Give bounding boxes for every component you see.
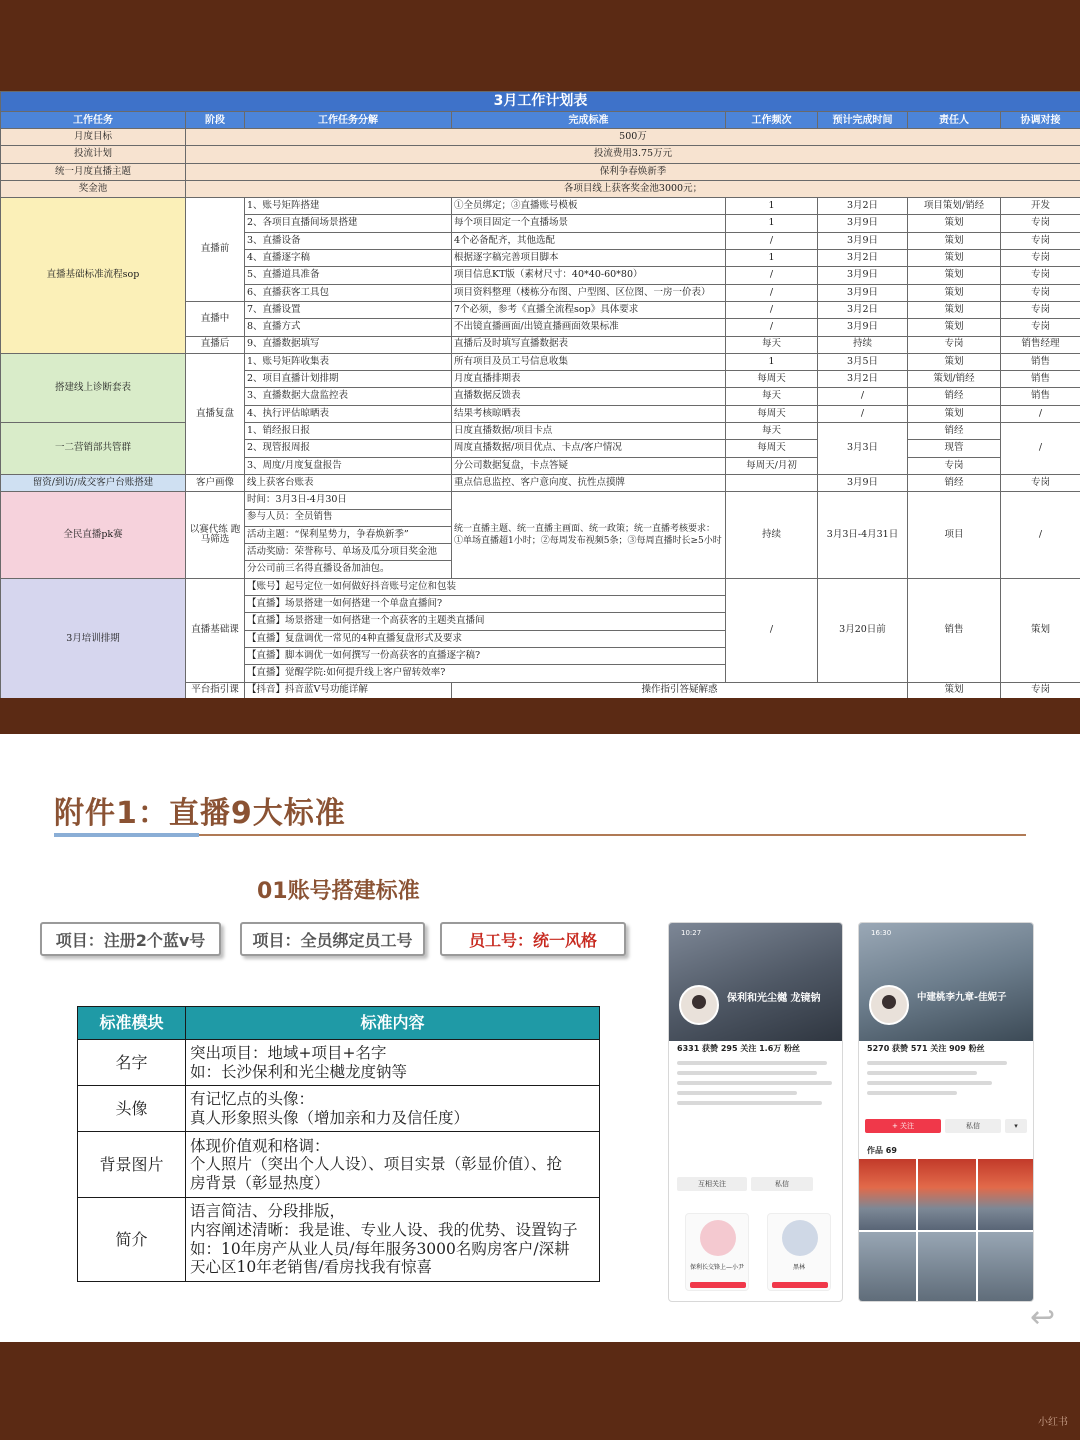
person-cell: 专岗: [908, 336, 1001, 353]
account-standard-table: [77, 1006, 600, 1282]
coord-cell: 专岗: [1001, 267, 1080, 284]
date-cell: 3月9日: [818, 474, 908, 491]
table-row: [1, 198, 1080, 215]
avatar: [869, 985, 909, 1025]
stage-cell: 客户画像: [186, 474, 245, 491]
status-time: 16:30: [871, 929, 892, 937]
person-cell: 销经: [908, 388, 1001, 405]
work-thumbnail[interactable]: [978, 1232, 1034, 1302]
header-cell: 工作任务分解: [245, 112, 452, 129]
coord-cell: 专岗: [1001, 250, 1080, 267]
coord-cell: 专岗: [1001, 682, 1080, 699]
freq-cell: 每周天: [726, 440, 818, 457]
date-cell: 3月2日: [818, 198, 908, 215]
status-time: 10:27: [681, 929, 702, 937]
person-cell: 项目策划/销经: [908, 198, 1001, 215]
date-cell: 3月2日: [818, 301, 908, 318]
table-row: [1, 423, 1080, 440]
content-cell: [186, 1198, 600, 1282]
subtask-cell: 8、直播方式: [245, 319, 452, 336]
person-cell: 销经: [908, 474, 1001, 491]
date-cell: 3月9日: [818, 284, 908, 301]
coord-cell: 销售: [1001, 371, 1080, 388]
module-cell: 简介: [78, 1198, 186, 1282]
message-button[interactable]: 私信: [945, 1119, 1001, 1133]
table-row: [78, 1198, 600, 1282]
freq-cell: 每周天: [726, 405, 818, 422]
header-cell: 完成标准: [452, 112, 726, 129]
content-line: 语言简洁、分段排版，: [190, 1202, 346, 1221]
subtask-cell: 活动主题：“保利星势力，争春焕新季”: [245, 526, 452, 543]
freq-cell: /: [726, 301, 818, 318]
works-count: 作品 69: [867, 1146, 897, 1155]
subtask-cell: 参与人员：全员销售: [245, 509, 452, 526]
stage-cell: 直播基础课: [186, 578, 245, 682]
content-cell: [186, 1040, 600, 1086]
group-cell-pk: 全民直播pk赛: [1, 492, 186, 578]
bottom-brown-band: [0, 1342, 1080, 1440]
freq-cell: 每天: [726, 336, 818, 353]
course-cell: 【直播】脚本调优一如何撰写一份高获客的直播逐字稿?: [245, 647, 726, 664]
course-cell: 【抖音】抖音蓝V号功能详解: [245, 682, 452, 699]
bio-line: [867, 1061, 1007, 1065]
course-cell: 【直播】复盘调优一常见的4种直播复盘形式及要求: [245, 630, 726, 647]
course-cell: 【账号】起号定位一如何做好抖音账号定位和包装: [245, 578, 726, 595]
date-cell: 3月5日: [818, 353, 908, 370]
stage-cell: 以赛代练 跑马筛选: [186, 492, 245, 578]
message-button[interactable]: 私信: [751, 1177, 813, 1191]
subtask-cell: 线上获客台账表: [245, 474, 452, 491]
freq-cell: /: [726, 319, 818, 336]
header-cell: 预计完成时间: [818, 112, 908, 129]
standard-cell: ①全员绑定；③直播账号模板: [452, 198, 726, 215]
person-cell: 策划: [908, 250, 1001, 267]
work-thumbnail[interactable]: [918, 1159, 975, 1230]
freq-cell: 每周天/月初: [726, 457, 818, 474]
table-row: [1, 578, 1080, 595]
coord-cell: 专岗: [1001, 301, 1080, 318]
person-cell: 销经: [908, 423, 1001, 440]
standard-cell: 不出镜直播画面/出镜直播画面效果标准: [452, 319, 726, 336]
content-line: 内容阐述清晰：我是谁、专业人设、我的优势、设置钩子: [190, 1220, 578, 1239]
follow-button[interactable]: [772, 1282, 828, 1288]
header-cell: 阶段: [186, 112, 245, 129]
subtask-cell: 3、周度/月度复盘报告: [245, 457, 452, 474]
content-line: 房背景（彰显热度）: [190, 1173, 330, 1192]
date-cell: 3月2日: [818, 371, 908, 388]
freq-cell: [726, 474, 818, 491]
standard-pill: 项目：全员绑定员工号: [240, 922, 425, 956]
subtask-cell: 2、各项目直播间场景搭建: [245, 215, 452, 232]
person-cell: 策划: [908, 405, 1001, 422]
group-cell-diag: 搭建线上诊断套表: [1, 353, 186, 422]
subtask-cell: 5、直播道具准备: [245, 267, 452, 284]
person-cell: 项目: [908, 492, 1001, 578]
card-name: 保利长交锋上—小尹: [689, 1264, 744, 1271]
bio-line: [867, 1081, 992, 1085]
freq-cell: 1: [726, 353, 818, 370]
table-row: [1, 146, 1080, 163]
subtask-cell: 2、现管报周报: [245, 440, 452, 457]
work-thumbnail[interactable]: [859, 1159, 916, 1230]
content-cell: [186, 1132, 600, 1198]
coord-cell: /: [1001, 423, 1080, 475]
stage-cell: 直播复盘: [186, 353, 245, 474]
content-line: 个人照片（突出个人人设）、项目实景（彰显价值）、抢: [190, 1155, 563, 1174]
table-row: [1, 353, 1080, 370]
date-cell: 3月3日-4月31日: [818, 492, 908, 578]
standard-cell: 结果考核晾晒表: [452, 405, 726, 422]
task-cell: 统一月度直播主题: [1, 163, 186, 180]
person-cell: 策划: [908, 232, 1001, 249]
standard-cell: 项目资料整理（楼栋分布图、户型图、区位图、一房一价表）: [452, 284, 726, 301]
avatar: [782, 1220, 818, 1256]
coord-cell: 销售: [1001, 388, 1080, 405]
group-cell-mgmt: 一二营销部共管群: [1, 423, 186, 475]
content-line: 如：10年房产从业人员/每年服务3000名购房客户/深耕: [190, 1239, 570, 1258]
coord-cell: /: [1001, 405, 1080, 422]
module-cell: 名字: [78, 1040, 186, 1086]
profile-screenshot-zhongjian: [858, 922, 1034, 1302]
chevron-down-icon[interactable]: ▾: [1005, 1119, 1027, 1133]
content-line: 真人形象照头像（增加亲和力及信任度）: [190, 1108, 470, 1127]
date-cell: 3月3日: [818, 423, 908, 475]
freq-cell: 每天: [726, 423, 818, 440]
section-divider-accent: [54, 833, 199, 837]
date-cell: /: [818, 388, 908, 405]
freq-cell: 1: [726, 250, 818, 267]
standard-cell: 直播后及时填写直播数据表: [452, 336, 726, 353]
header-cell: 标准模块: [78, 1007, 186, 1040]
freq-cell: /: [726, 578, 818, 682]
freq-cell: 持续: [726, 492, 818, 578]
freq-cell: 1: [726, 198, 818, 215]
course-cell: 【直播】场景搭建一如何搭建一个单盘直播间?: [245, 596, 726, 613]
value-cell: 各项目线上获客奖金池3000元；: [186, 180, 1080, 197]
subtask-cell: 4、直播逐字稿: [245, 250, 452, 267]
section-divider: [54, 834, 1026, 836]
standard-cell: 日度直播数据/项目卡点: [452, 423, 726, 440]
table-row: [1, 492, 1080, 509]
section-subtitle: 01账号搭建标准: [257, 879, 420, 904]
task-cell: 奖金池: [1, 180, 186, 197]
march-work-plan-table: [0, 91, 1080, 700]
bio-line: [677, 1091, 797, 1095]
person-cell: 策划: [908, 319, 1001, 336]
subtask-cell: 9、直播数据填写: [245, 336, 452, 353]
watermark: 小红书: [1038, 1417, 1068, 1428]
table-row: [1, 163, 1080, 180]
table-row: [78, 1132, 600, 1198]
person-cell: 策划: [908, 301, 1001, 318]
date-cell: 持续: [818, 336, 908, 353]
bio-line: [677, 1101, 822, 1105]
subtask-cell: 1、账号矩阵收集表: [245, 353, 452, 370]
date-cell: 3月9日: [818, 215, 908, 232]
work-thumbnail[interactable]: [859, 1232, 916, 1302]
subtask-cell: 时间：3月3日-4月30日: [245, 492, 452, 509]
content-line: 如：长沙保利和光尘樾龙度钠等: [190, 1062, 408, 1081]
coord-cell: 销售: [1001, 353, 1080, 370]
person-cell: 销售: [908, 578, 1001, 682]
standard-pill: 项目：注册2个蓝v号: [40, 922, 221, 956]
standard-cell: 统一直播主题、统一直播主画面、统一政策；统一直播考核要求：①单场直播超1小时；②每周发布视频5条；③每周直播时长≥5小时: [452, 492, 726, 578]
subtask-cell: 4、执行评估晾晒表: [245, 405, 452, 422]
bio-line: [677, 1071, 817, 1075]
content-line: 突出项目：地域+项目+名字: [190, 1043, 387, 1062]
coord-cell: 开发: [1001, 198, 1080, 215]
back-arrow-icon: ↩: [1030, 1300, 1056, 1335]
freq-cell: 1: [726, 215, 818, 232]
header-cell: 工作任务: [1, 112, 186, 129]
card-name: 黑林: [792, 1264, 805, 1271]
subtask-cell: 1、账号矩阵搭建: [245, 198, 452, 215]
follow-status-button[interactable]: 互相关注: [677, 1177, 747, 1191]
standard-cell: 所有项目及员工号信息收集: [452, 353, 726, 370]
course-cell: 【直播】觉醒学院:如何提升线上客户留转效率?: [245, 665, 726, 682]
section-title: 附件1：直播9大标准: [54, 796, 346, 831]
standard-cell: 直播数据反馈表: [452, 388, 726, 405]
coord-cell: 策划: [1001, 578, 1080, 682]
person-cell: 策划: [908, 353, 1001, 370]
subtask-cell: 活动奖励：荣誉称号、单场及瓜分项目奖金池: [245, 544, 452, 561]
standard-cell: 重点信息监控、客户意向度、抗性点摸牌: [452, 474, 726, 491]
recommended-user-card[interactable]: [767, 1213, 831, 1291]
date-cell: 3月9日: [818, 319, 908, 336]
table-row: [1, 474, 1080, 491]
subtask-cell: 3、直播设备: [245, 232, 452, 249]
coord-cell: /: [1001, 492, 1080, 578]
date-cell: /: [818, 405, 908, 422]
value-cell: 保利争春焕新季: [186, 163, 1080, 180]
header-cell: 责任人: [908, 112, 1001, 129]
person-cell: 策划: [908, 284, 1001, 301]
standard-pill-highlight: 员工号：统一风格: [440, 922, 626, 956]
table-row: [1, 180, 1080, 197]
header-cell: 标准内容: [186, 1007, 600, 1040]
subtask-cell: 分公司前三名得直播设备加油包。: [245, 561, 452, 578]
module-cell: 头像: [78, 1086, 186, 1132]
bio-line: [867, 1091, 957, 1095]
course-cell: 【直播】场景搭建一如何搭建一个高获客的主题类直播间: [245, 613, 726, 630]
person-cell: 策划: [908, 682, 1001, 699]
standard-cell: 项目信息KT版（素材尺寸：40*40-60*80）: [452, 267, 726, 284]
table-row: [78, 1086, 600, 1132]
date-cell: 3月20日前: [818, 578, 908, 682]
stage-cell: 平台指引课: [186, 682, 245, 699]
subtask-cell: 3、直播数据大盘监控表: [245, 388, 452, 405]
avatar: [679, 985, 719, 1025]
person-cell: 专岗: [908, 457, 1001, 474]
bio-line: [677, 1081, 832, 1085]
freq-cell: 每周天: [726, 371, 818, 388]
freq-cell: /: [726, 284, 818, 301]
group-cell-sop: 直播基础标准流程sop: [1, 198, 186, 354]
work-thumbnail[interactable]: [978, 1159, 1034, 1230]
subtask-cell: 1、销经报日报: [245, 423, 452, 440]
person-cell: 策划: [908, 215, 1001, 232]
table-header-row: [78, 1007, 600, 1040]
standard-cell: 月度直播排期表: [452, 371, 726, 388]
person-cell: 策划: [908, 267, 1001, 284]
table-row: [1, 129, 1080, 146]
header-cell: 工作频次: [726, 112, 818, 129]
task-cell: 投流计划: [1, 146, 186, 163]
work-thumbnail[interactable]: [918, 1232, 975, 1302]
freq-cell: /: [726, 232, 818, 249]
freq-cell: 每天: [726, 388, 818, 405]
profile-name: 保利和光尘樾 龙镜钠: [727, 993, 821, 1004]
standard-cell: 4个必备配齐，其他选配: [452, 232, 726, 249]
follow-button[interactable]: [690, 1282, 746, 1288]
subtask-cell: 2、项目直播计划排期: [245, 371, 452, 388]
stage-cell: 直播中: [186, 301, 245, 336]
standard-cell: 7个必须，参考《直播全流程sop》具体要求: [452, 301, 726, 318]
profile-name: 中建桃李九章-佳妮子: [917, 992, 1007, 1003]
module-cell: 背景图片: [78, 1132, 186, 1198]
subtask-cell: 7、直播设置: [245, 301, 452, 318]
date-cell: 3月9日: [818, 232, 908, 249]
content-line: 体现价值观和格调：: [190, 1136, 330, 1155]
standard-cell: 每个项目固定一个直播场景: [452, 215, 726, 232]
group-cell-train: 3月培训排期: [1, 578, 186, 699]
coord-cell: 专岗: [1001, 215, 1080, 232]
task-cell: 月度目标: [1, 129, 186, 146]
coord-cell: 专岗: [1001, 284, 1080, 301]
works-grid: [859, 1159, 1034, 1302]
stage-cell: 直播后: [186, 336, 245, 353]
standard-cell: 操作指引答疑解惑: [452, 682, 908, 699]
bio-line: [867, 1071, 977, 1075]
freq-cell: /: [726, 267, 818, 284]
person-cell: 现管: [908, 440, 1001, 457]
value-cell: 投流费用3.75万元: [186, 146, 1080, 163]
person-cell: 策划/销经: [908, 371, 1001, 388]
date-cell: 3月2日: [818, 250, 908, 267]
coord-cell: 专岗: [1001, 319, 1080, 336]
standard-cell: 分公司数据复盘，卡点答疑: [452, 457, 726, 474]
profile-stats: 5270 获赞 571 关注 909 粉丝: [867, 1044, 985, 1053]
content-cell: [186, 1086, 600, 1132]
follow-button[interactable]: + 关注: [865, 1119, 941, 1133]
group-cell-ledger: 留资/到访/成交客户台账搭建: [1, 474, 186, 491]
plan-header-row: [1, 112, 1080, 129]
top-brown-band: [0, 0, 1080, 91]
coord-cell: 专岗: [1001, 474, 1080, 491]
table-row: [78, 1040, 600, 1086]
stage-cell: 直播前: [186, 198, 245, 302]
standard-cell: 根据逐字稿完善项目脚本: [452, 250, 726, 267]
subtask-cell: 6、直播获客工具包: [245, 284, 452, 301]
plan-title: 3月工作计划表: [1, 92, 1080, 112]
middle-brown-band: [0, 698, 1080, 734]
value-cell: 500万: [186, 129, 1080, 146]
content-line: 天心区10年老销售/看房找我有惊喜: [190, 1258, 432, 1277]
profile-screenshot-baoli: [668, 922, 843, 1302]
header-cell: 协调对接: [1001, 112, 1080, 129]
bio-line: [677, 1061, 827, 1065]
avatar: [700, 1220, 736, 1256]
standard-cell: 周度直播数据/项目优点、卡点/客户情况: [452, 440, 726, 457]
recommended-user-card[interactable]: [685, 1213, 749, 1291]
date-cell: 3月9日: [818, 267, 908, 284]
profile-stats: 6331 获赞 295 关注 1.6万 粉丝: [677, 1044, 801, 1053]
coord-cell: 专岗: [1001, 232, 1080, 249]
coord-cell: 销售经理: [1001, 336, 1080, 353]
content-line: 有记忆点的头像：: [190, 1089, 315, 1108]
